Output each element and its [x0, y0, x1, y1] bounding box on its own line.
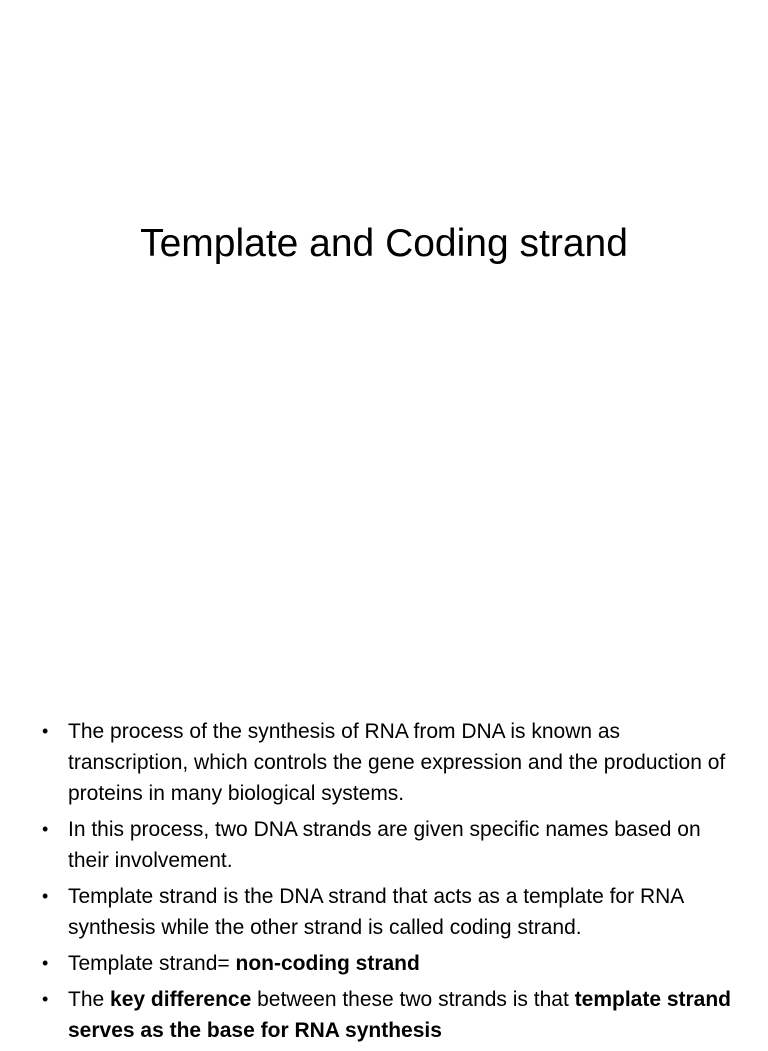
- bullet-dot-icon: •: [42, 819, 49, 839]
- bullet-item: [42, 881, 742, 943]
- bullet-item: [42, 984, 742, 1046]
- bullet-item: [42, 814, 742, 876]
- bullet-text-bold: non-coding strand: [235, 952, 420, 975]
- bullet-text-bold: template strand serves as the base for RNA synthesis: [68, 988, 732, 1042]
- bullet-item: [42, 716, 742, 809]
- bullet-text: In this process, two DNA strands are given specific names based on their involvement.: [68, 818, 701, 872]
- bullet-dot-icon: •: [42, 886, 49, 906]
- bullet-text: The process of the synthesis of RNA from DNA is known as transcription, which controls the gene expression and the production of proteins in many biological systems.: [68, 720, 726, 805]
- bullet-item: [42, 948, 742, 979]
- bullet-text: Template strand is the DNA strand that acts as a template for RNA synthesis while the other strand is called coding strand.: [68, 885, 684, 939]
- bullet-text-mid: between these two strands is that: [251, 988, 575, 1011]
- bullet-text-prefix: Template strand=: [68, 952, 236, 975]
- slide-title: Template and Coding strand: [140, 222, 628, 265]
- bullet-list: [42, 716, 742, 1051]
- bullet-dot-icon: •: [42, 953, 49, 973]
- bullet-dot-icon: •: [42, 989, 49, 1009]
- bullet-text-pre: The: [68, 988, 111, 1011]
- bullet-text-bold: key difference: [110, 988, 252, 1011]
- bullet-dot-icon: •: [42, 721, 49, 741]
